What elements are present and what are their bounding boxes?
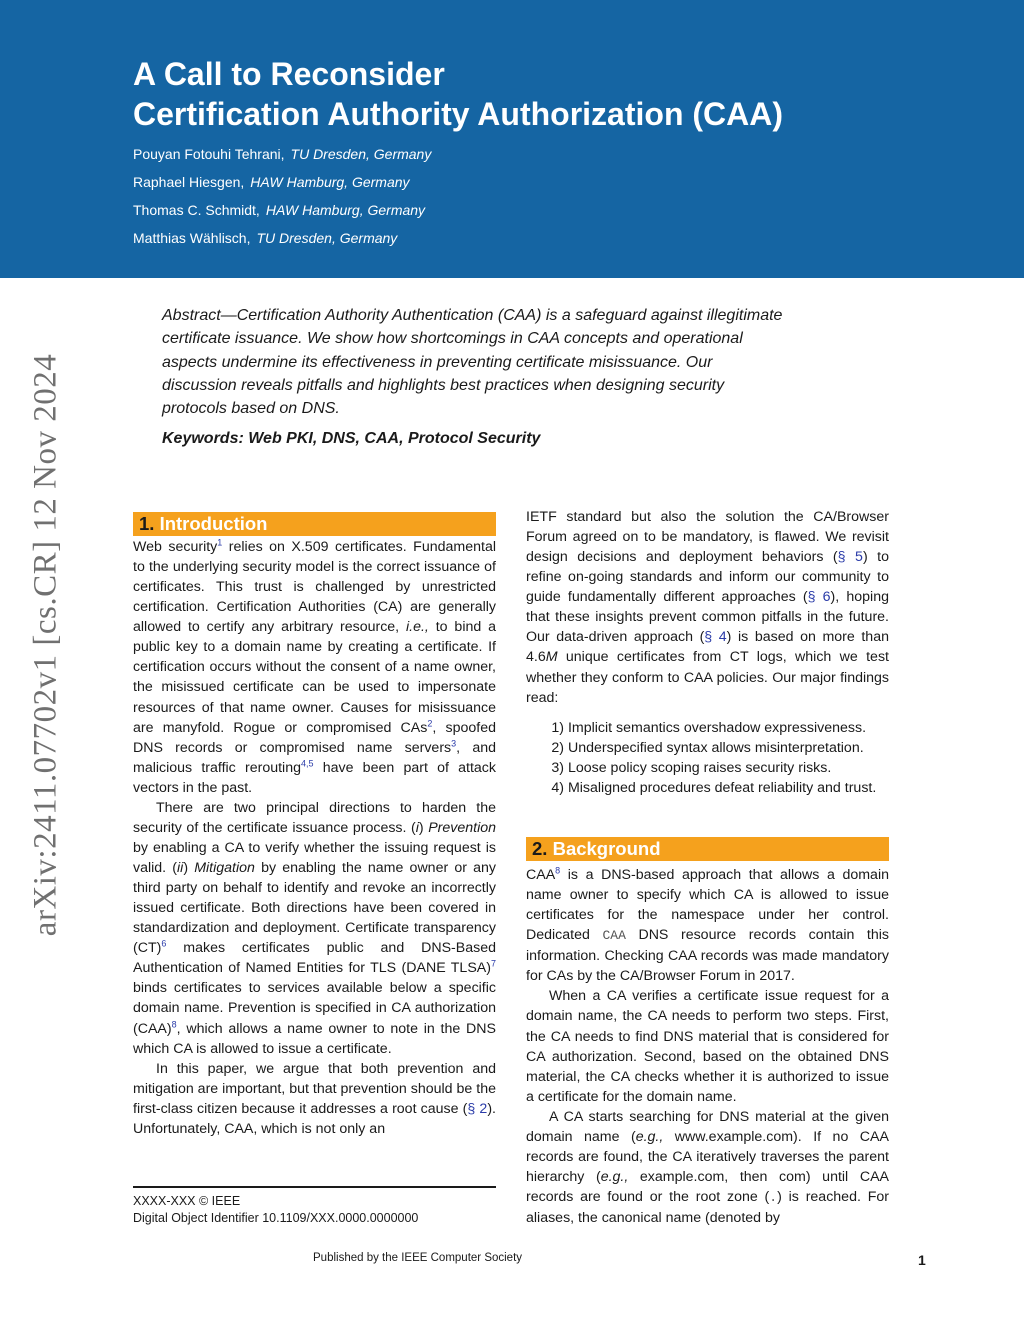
author-name: Matthias Wählisch,	[133, 230, 251, 246]
citation-link[interactable]: 8	[555, 865, 561, 876]
title-line-1: A Call to Reconsider	[133, 56, 445, 92]
author-affiliation: TU Dresden, Germany	[256, 230, 398, 246]
title-banner	[0, 0, 1024, 278]
doi-line: Digital Object Identifier 10.1109/XXX.0000.0000000	[133, 1211, 419, 1225]
intro-continuation: IETF standard but also the solution the CA/Browser Forum agreed on to be mandatory, is flawed. We revisit design decisions and deployment behaviors (§ 5) to refine on-going standards and inform our community to guide fundamentally different approaches (§ 6), hoping that these insights prevent common pitfalls in the future. Our data-driven approach (§ 4) is based on more than 4.6M unique certificates from CT logs, which we test whether they conform to CAA policies. Our major findings read:	[526, 509, 889, 706]
background-paragraph-2: When a CA verifies a certificate issue request for a domain name, the CA needs to perform two steps. First, the CA needs to find DNS material that is considered for CA authorization. Second, based on the obtained DNS material, the CA checks whether it is authorized to issue a certificate for the domain name.	[526, 988, 889, 1105]
background-body	[526, 865, 889, 1228]
background-paragraph-3: A CA starts searching for DNS material at the given domain name (e.g., www.example.com). If no CAA records are found, the CA iteratively traverses the parent hierarchy (e.g., example.com, then com) until CAA records are found or the root zone (.) is reached. For aliases, the canonical name (denoted by	[526, 1108, 889, 1227]
footnote	[133, 1193, 418, 1227]
list-item: 1) Implicit semantics overshadow expressiveness.	[551, 719, 867, 736]
paper-title	[133, 54, 783, 134]
background-paragraph-1: CAA$^8$ is a DNS-based approach that allows a domain name owner to specify which CA is allowed to issue certificates for the namespace under her control. Dedicated CAA DNS resource records contain this information. Checking CAA records was made mandatory for CAs by the CA/Browser Forum in 2017.	[526, 865, 890, 985]
intro-paragraph-2: There are two principal directions to harden the security of the certificate issuance process. (i) Prevention by enabling a CA to verify whether the issuing request is valid. (ii) Mitigation by enabling the name owner or any third party on behalf to identify and revoke an incorrectly issued certificate. Both directions have been covered in standardization and deployment. Certificate transparency (CT)$^6$ makes certificates public and DNS-Based Authentication of Named Entities for TLS (DANE TLSA)$^7$ binds certificates to services available below a specific domain name. Prevention is specified in CA authorization (CAA)$^8$, which allows a name owner to note in the DNS which CA is allowed to issue a certificate.	[133, 799, 497, 1057]
copyright-line: XXXX-XXX © IEEE	[133, 1194, 241, 1208]
section-title: Background	[552, 838, 661, 859]
section-title: Introduction	[159, 513, 268, 534]
list-item: 3) Loose policy scoping raises security risks.	[551, 759, 832, 776]
section-ref-link[interactable]: § 2	[467, 1100, 488, 1117]
left-column	[133, 537, 496, 1139]
publisher-footer: Published by the IEEE Computer Society	[313, 1252, 523, 1264]
citation-link[interactable]: 1	[217, 537, 223, 548]
author-entry	[133, 171, 431, 199]
author-affiliation: TU Dresden, Germany	[290, 146, 432, 162]
title-line-2: Certification Authority Authorization (CAA)	[133, 96, 784, 132]
author-affiliation: HAW Hamburg, Germany	[250, 174, 410, 190]
citation-link[interactable]: 8	[171, 1018, 177, 1029]
intro-paragraph-3: In this paper, we argue that both prevention and mitigation are important, but that prevention should be the first-class citizen because it addresses a root cause (§ 2). Unfortunately, CAA, which is not only an	[133, 1060, 496, 1137]
author-list	[133, 143, 431, 255]
author-name: Pouyan Fotouhi Tehrani,	[133, 146, 285, 162]
author-entry	[133, 143, 431, 171]
page-number: 1	[918, 1252, 926, 1268]
author-entry	[133, 227, 431, 255]
citation-link[interactable]: 3	[451, 737, 457, 748]
findings-list	[526, 718, 889, 798]
citation-link[interactable]: 6	[161, 938, 167, 949]
author-affiliation: HAW Hamburg, Germany	[265, 202, 426, 218]
citation-link[interactable]: 4,5	[300, 757, 314, 768]
section-ref-link[interactable]: § 5	[837, 549, 863, 566]
citation-link[interactable]: 2	[427, 717, 433, 728]
section-number: 1.	[139, 513, 155, 534]
right-column	[526, 507, 889, 798]
keywords: Keywords: Web PKI, DNS, CAA, Protocol Security	[162, 430, 541, 447]
author-name: Raphael Hiesgen,	[133, 174, 245, 190]
arxiv-stamp: arXiv:2411.07702v1 [cs.CR] 12 Nov 2024	[27, 353, 64, 937]
footnote-divider	[133, 1186, 496, 1188]
section-ref-link[interactable]: § 4	[704, 629, 727, 646]
list-item: 2) Underspecified syntax allows misinterpretation.	[551, 739, 864, 756]
citation-link[interactable]: 7	[490, 958, 496, 969]
section-number: 2.	[532, 838, 548, 859]
author-name: Thomas C. Schmidt,	[133, 202, 260, 218]
section-heading-introduction	[133, 512, 496, 536]
section-ref-link[interactable]: § 6	[807, 589, 831, 606]
list-item: 4) Misaligned procedures defeat reliability and trust.	[551, 779, 877, 796]
abstract: Abstract—Certification Authority Authentication (CAA) is a safeguard against illegitimate certificate issuance. We show how shortcomings in CAA concepts and operational aspects undermine its effectiveness in preventing certificate misissuance. Our discussion reveals pitfalls and highlights best practices when designing security protocols based on DNS.	[162, 307, 783, 418]
author-entry	[133, 199, 431, 227]
intro-paragraph-1: Web security$^1$ relies on X.509 certificates. Fundamental to the underlying security model is the correct issuance of certificates. This trust is challenged by unrestricted certification. Certification Authorities (CA) are generally allowed to certify any arbitrary resource, i.e., to bind a public key to a domain name by creating a certificate. If certification occurs without the consent of a name owner, the misissued certificate can be used to impersonate resources of that name owner. Causes for misissuance are manyfold. Rogue or compromised CAs$^2$, spoofed DNS records or compromised name servers$^3$, and malicious traffic rerouting$^{4,5}$ have been part of attack vectors in the past.	[133, 537, 497, 796]
section-heading-background	[526, 837, 889, 861]
